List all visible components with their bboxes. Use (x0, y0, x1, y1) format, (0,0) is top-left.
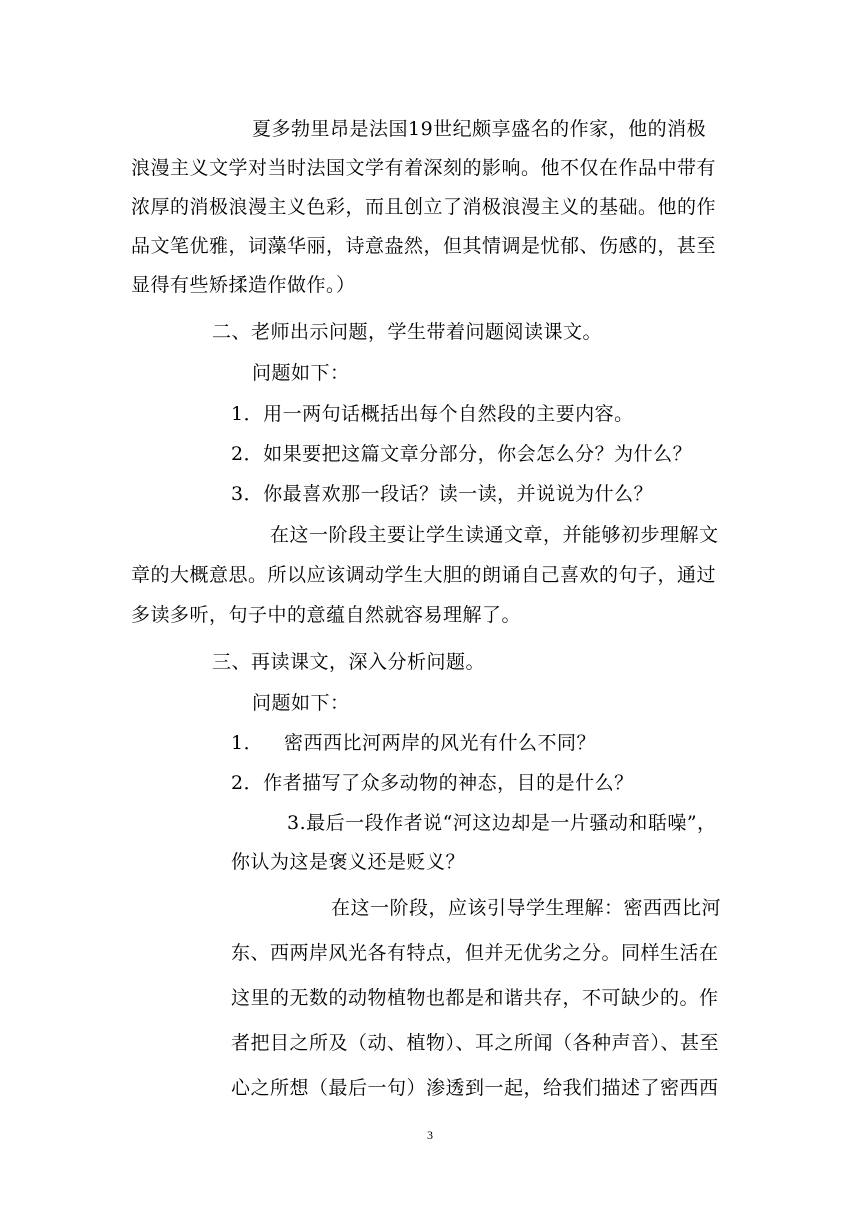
section-2-note-line-1: 在这一阶段主要让学生读通文章，并能够初步理解文 (270, 524, 719, 546)
section-3-note-line-2: 东、西两岸风光各有特点，但并无优劣之分。同样生活在 (231, 942, 719, 964)
section-3-question-3-line-1: 3.最后一段作者说“河这边却是一片骚动和聒噪”， (287, 812, 717, 834)
intro-line-3: 浓厚的消极浪漫主义色彩，而且创立了消极浪漫主义的基础。他的作 (131, 196, 717, 218)
section-2-heading: 二、老师出示问题，学生带着问题阅读课文。 (212, 321, 603, 343)
section-2-question-3: 3．你最喜欢那一段话？读一读，并说说为什么？ (231, 483, 654, 505)
section-3-question-2: 2．作者描写了众多动物的神态，目的是什么？ (231, 772, 634, 794)
section-3-note-line-3: 这里的无数的动物植物也都是和谐共存，不可缺少的。作 (231, 987, 719, 1009)
section-2-note-line-3: 多读多听，句子中的意蕴自然就容易理解了。 (131, 604, 522, 626)
page-number: 3 (427, 1128, 433, 1142)
section-3-question-1-number: 1． (231, 732, 264, 754)
section-2-questions-label: 问题如下： (252, 362, 350, 384)
section-3-heading: 三、再读课文，深入分析问题。 (212, 651, 486, 673)
intro-line-4: 品文笔优雅，词藻华丽，诗意盎然，但其情调是忧郁、伤感的，甚至 (131, 235, 717, 257)
section-2-question-2: 2．如果要把这篇文章分部分，你会怎么分？为什么？ (231, 443, 693, 465)
section-2-note-line-2: 章的大概意思。所以应该调动学生大胆的朗诵自己喜欢的句子，通过 (131, 564, 717, 586)
section-2-question-1: 1．用一两句话概括出每个自然段的主要内容。 (231, 403, 634, 425)
section-3-question-3-line-2: 你认为这是褒义还是贬义？ (231, 851, 466, 873)
section-3-note-line-1: 在这一阶段，应该引导学生理解：密西西比河 (331, 897, 722, 919)
section-3-note-line-5: 心之所想（最后一句）渗透到一起，给我们描述了密西西 (231, 1077, 719, 1099)
intro-line-5: 显得有些矫揉造作做作。） (131, 274, 356, 296)
section-3-questions-label: 问题如下： (252, 692, 350, 714)
intro-line-2: 浪漫主义文学对当时法国文学有着深刻的影响。他不仅在作品中带有 (131, 157, 717, 179)
section-3-question-1-text: 密西西比河两岸的风光有什么不同？ (284, 732, 597, 754)
section-3-note-line-4: 者把目之所及（动、植物）、耳之所闻（各种声音）、甚至 (231, 1032, 720, 1054)
intro-line-1: 夏多勃里昂是法国19世纪颇享盛名的作家，他的消极 (252, 118, 707, 140)
